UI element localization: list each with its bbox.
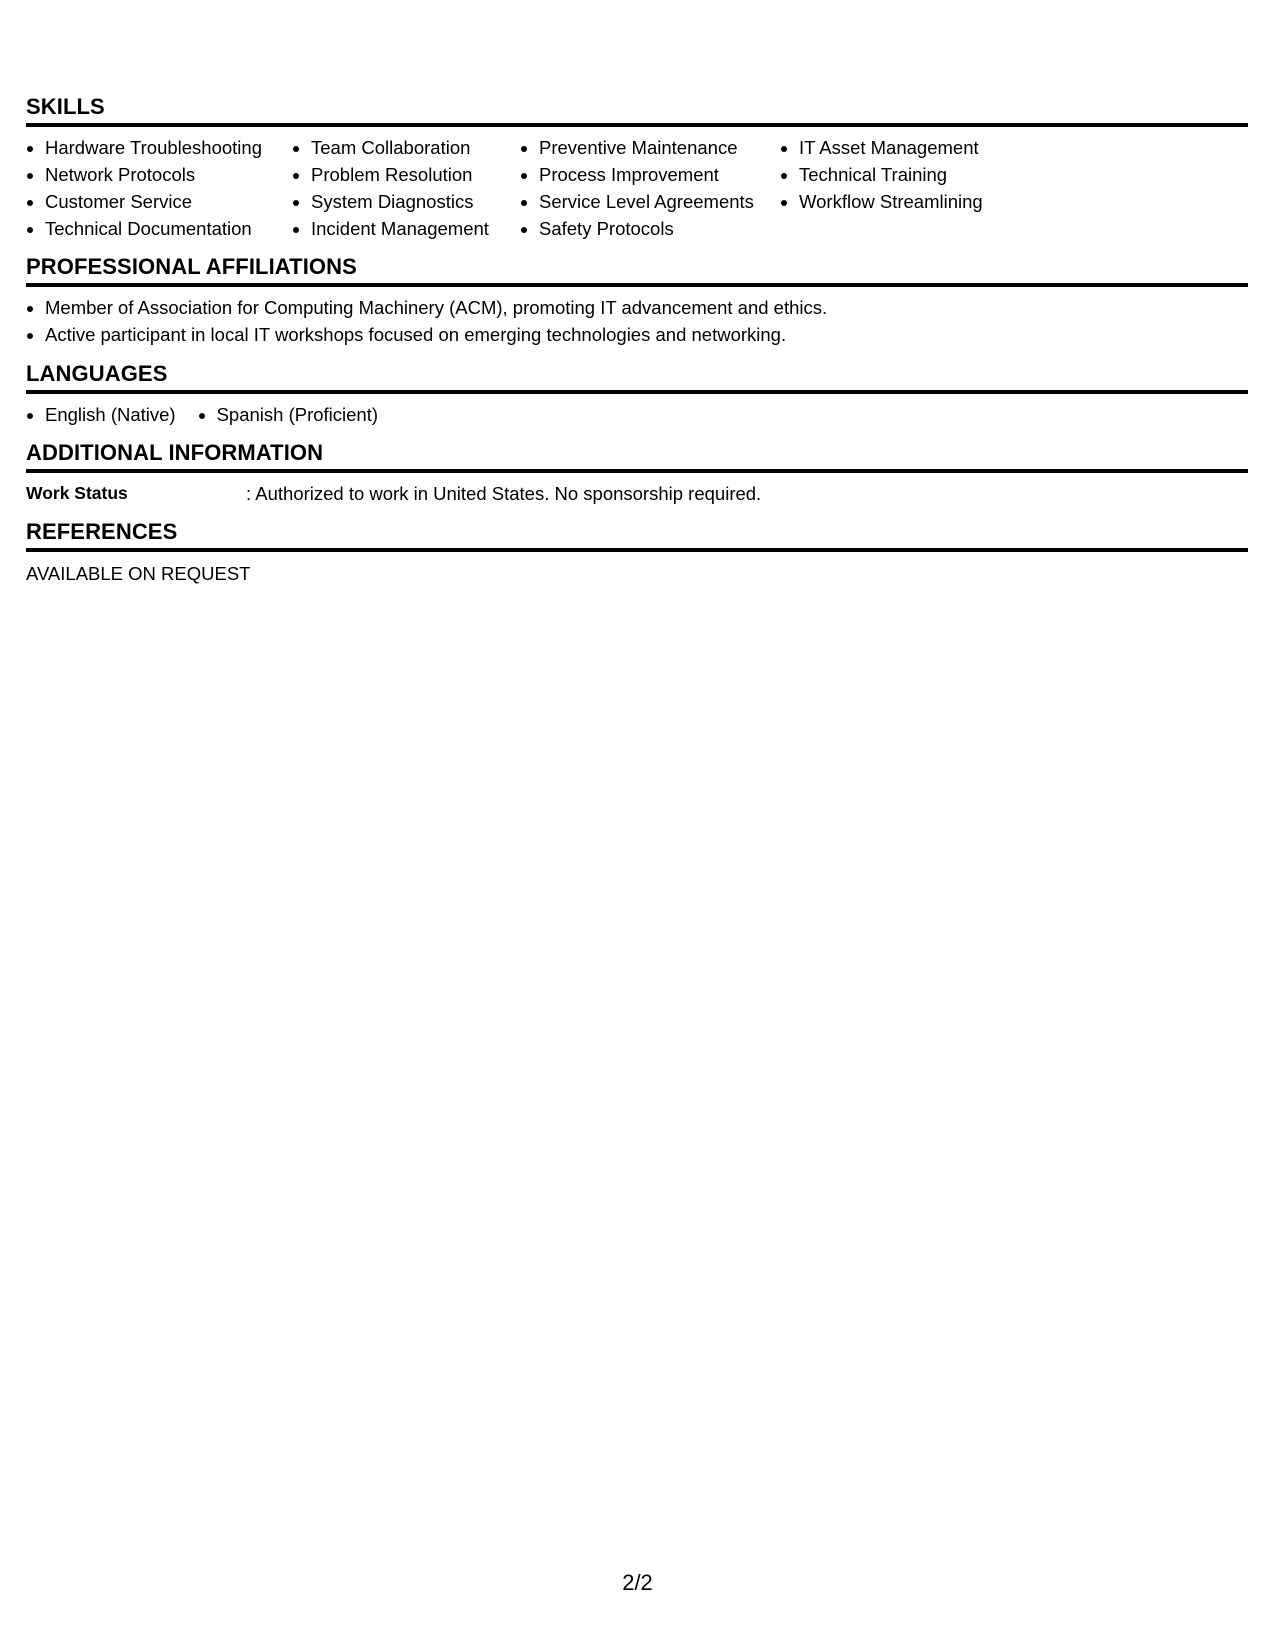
languages-heading: LANGUAGES bbox=[26, 361, 1248, 394]
skill-item: Customer Service bbox=[26, 188, 292, 215]
language-item: English (Native) bbox=[26, 401, 176, 428]
skill-item: Incident Management bbox=[292, 215, 520, 242]
references-text: AVAILABLE ON REQUEST bbox=[26, 563, 251, 584]
skills-heading: SKILLS bbox=[26, 94, 1248, 127]
language-item: Spanish (Proficient) bbox=[198, 401, 378, 428]
skills-section bbox=[26, 94, 1248, 254]
skill-item: Preventive Maintenance bbox=[520, 134, 780, 161]
skill-item: IT Asset Management bbox=[780, 134, 1040, 161]
skill-item: Hardware Troubleshooting bbox=[26, 134, 292, 161]
languages-list bbox=[26, 394, 1248, 440]
skills-grid bbox=[26, 127, 1248, 254]
skill-item: Service Level Agreements bbox=[520, 188, 780, 215]
work-status-row bbox=[26, 473, 1248, 519]
work-status-label: Work Status bbox=[26, 483, 128, 503]
references-heading: REFERENCES bbox=[26, 519, 1248, 552]
skill-item: Workflow Streamlining bbox=[780, 188, 1040, 215]
languages-section bbox=[26, 361, 1248, 440]
additional-info-section bbox=[26, 440, 1248, 519]
skill-item: Process Improvement bbox=[520, 161, 780, 188]
affiliations-heading: PROFESSIONAL AFFILIATIONS bbox=[26, 254, 1248, 287]
skills-column-4 bbox=[780, 134, 1040, 242]
affiliations-list bbox=[26, 287, 1248, 361]
page-number: 2/2 bbox=[622, 1570, 653, 1595]
skill-item: System Diagnostics bbox=[292, 188, 520, 215]
skill-item: Problem Resolution bbox=[292, 161, 520, 188]
references-section bbox=[26, 519, 1248, 587]
skill-item: Technical Training bbox=[780, 161, 1040, 188]
skill-item: Safety Protocols bbox=[520, 215, 780, 242]
affiliation-item: Member of Association for Computing Machinery (ACM), promoting IT advancement and ethics. bbox=[26, 294, 1248, 321]
work-status-value: : Authorized to work in United States. No sponsorship required. bbox=[246, 483, 762, 504]
skill-item: Team Collaboration bbox=[292, 134, 520, 161]
skills-column-1 bbox=[26, 134, 292, 242]
skills-column-2 bbox=[292, 134, 520, 242]
additional-info-heading: ADDITIONAL INFORMATION bbox=[26, 440, 1248, 473]
skills-column-3 bbox=[520, 134, 780, 242]
affiliations-section bbox=[26, 254, 1248, 361]
affiliation-item: Active participant in local IT workshops focused on emerging technologies and networking. bbox=[26, 321, 1248, 348]
skill-item: Technical Documentation bbox=[26, 215, 292, 242]
skill-item: Network Protocols bbox=[26, 161, 292, 188]
resume-page bbox=[26, 94, 1248, 587]
